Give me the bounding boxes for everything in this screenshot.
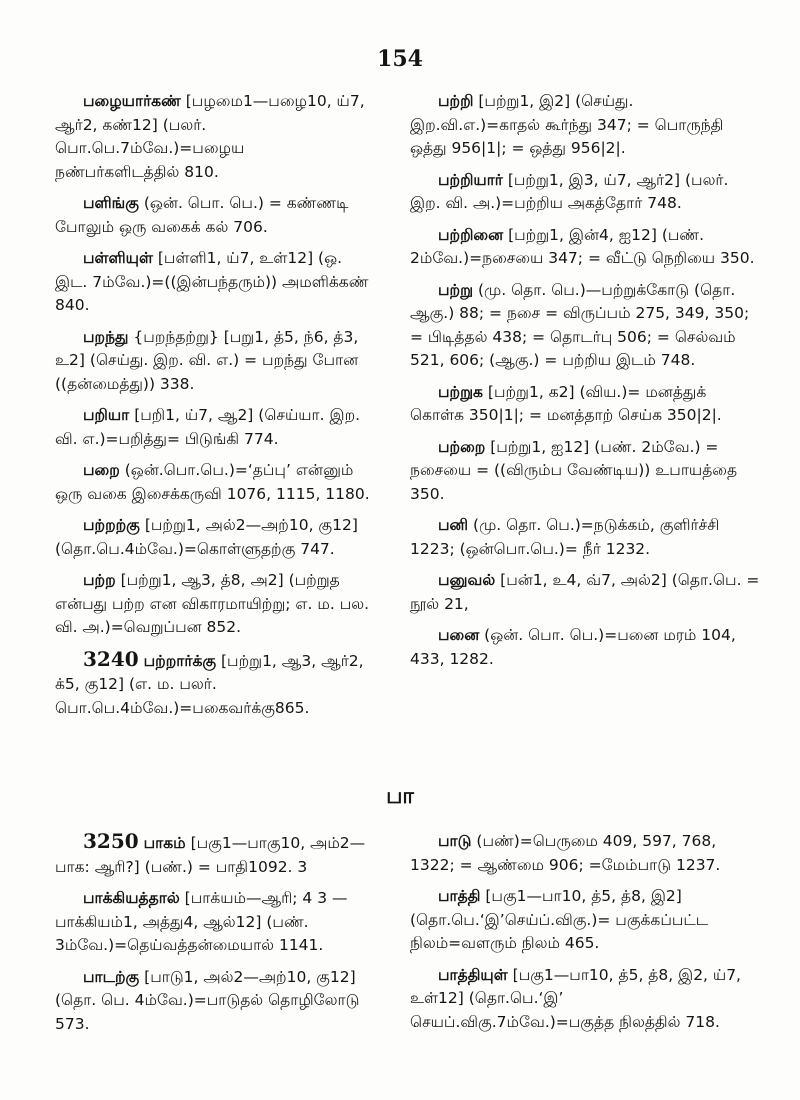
entry-headword: பற்றுக <box>438 382 483 401</box>
entry-definition: [பற்று1, இன்4, ஐ12] (பண். 2ம்வே.)=நசையை 347; = வீட்டு நெறியை 350. <box>410 225 755 267</box>
dictionary-entry <box>410 624 760 671</box>
verse-number: 3240 <box>83 646 139 671</box>
entry-headword: பனுவல் <box>438 571 496 589</box>
dictionary-entry <box>55 887 373 958</box>
right-column-bottom <box>410 830 760 1042</box>
dictionary-entry <box>55 830 373 879</box>
entry-headword: பாகம் <box>143 834 186 852</box>
entry-headword: பற்ற <box>83 571 116 589</box>
entry-definition: (ஒன். பொ. பெ.)=பனை மரம் 104, 433, 1282. <box>410 626 736 668</box>
entry-definition: [பன்1, உ4, வ்7, அல்2] (தொ.பெ. = நூல் 21, <box>410 571 760 613</box>
dictionary-entry <box>55 648 373 721</box>
dictionary-entry <box>55 569 373 640</box>
dictionary-entry <box>55 326 373 397</box>
entry-definition: (ஒன். பொ. பெ.) = கண்ணடி போலும் ஒரு வகைக் கல் 706. <box>55 194 349 236</box>
page-number: 154 <box>377 46 423 72</box>
entry-definition: [பற்று1, ஐ12] (பண். 2ம்வே.) = நசையை = ((விரும்ப வேண்டிய)) உபாயத்தை 350. <box>410 437 738 503</box>
entry-headword: பறந்து <box>83 327 129 346</box>
entry-definition: [பற்று1, இ2] (செய்து. இற.வி.எ.)=காதல் கூர்ந்து 347; = பொருந்தி ஒத்து 956|1|; = ஒத்து 956|2|. <box>410 92 724 157</box>
entry-definition: [பகு1—பாகு10, அம்2—பாக: ஆரி?] (பண்.) = பாதி1092. 3 <box>55 834 366 876</box>
verse-number: 3250 <box>83 829 139 853</box>
dictionary-entry <box>55 966 373 1037</box>
entry-headword: பாக்கியத்தால் <box>83 889 180 907</box>
dictionary-entry <box>55 459 373 506</box>
entry-definition: [பற்று1, ஆ3, த்8, அ2] (பற்றுத என்பது பற்ற என விகாரமாயிற்று; எ. ம. பல. வி. அ.)=வெறுப்பன 852. <box>55 571 370 636</box>
entry-definition: [பற்று1, அல்2—அற்10, கு12] (தொ.பெ.4ம்வே.)=கொள்ளுதற்கு 747. <box>55 516 358 558</box>
entry-headword: பற்றற்கு <box>83 516 140 534</box>
entry-definition: (மு. தொ. பெ.)—பற்றுக்கோடு (தொ. ஆகு.) 88; = நசை = விருப்பம் 275, 349, 350; = பிடித்தல் 438; = தொடர்பு 506; = செல்வம் 521, 606; (ஆகு.) = பற்றிய இடம் 748. <box>410 280 750 369</box>
entry-headword: பற்று <box>438 280 474 299</box>
dictionary-entry <box>55 404 373 451</box>
entry-headword: பழையார்கண் <box>83 92 181 110</box>
entry-headword: பாத்தியுள் <box>438 965 508 984</box>
entry-definition: (பண்)=பெருமை 409, 597, 768, 1322; = ஆண்மை 906; =மேம்பாடு 1237. <box>410 832 721 874</box>
entry-headword: பாத்தி <box>438 887 481 905</box>
entry-headword: பற்றினை <box>438 225 504 244</box>
entry-headword: பற்றார்க்கு <box>143 651 217 670</box>
dictionary-entry <box>410 830 760 877</box>
entry-definition: [பகு1—பா10, த்5, த்8, இ2, ய்7, உள்12] (தொ.பெ.‘இ’ செயப்.விகு.7ம்வே.)=பகுத்த நிலத்தில் 718. <box>410 965 741 1031</box>
entry-definition: (ஒன்.பொ.பெ.)=‘தப்பு’ என்னும் ஒரு வகை இசைக்கருவி 1076, 1115, 1180. <box>55 461 370 503</box>
entry-definition: [பாக்யம்—ஆரி; 4 3 —பாக்கியம்1, அத்து4, ஆல்12] (பண். 3ம்வே.)=தெய்வத்தன்மையால் 1141. <box>55 889 348 954</box>
entry-headword: பள்ளியுள் <box>83 249 153 267</box>
dictionary-entry <box>410 279 760 373</box>
entry-definition: [பாடு1, அல்2—அற்10, கு12] (தொ. பெ. 4ம்வே.)=பாடுதல் தொழிலோடு 573. <box>55 967 360 1033</box>
entry-headword: பற்றி <box>438 92 474 110</box>
entry-headword: பறியா <box>83 406 130 424</box>
entry-headword: பற்றை <box>438 437 486 456</box>
entry-headword: பாடற்கு <box>83 967 140 986</box>
entry-headword: பளிங்கு <box>83 194 139 212</box>
dictionary-entry <box>410 169 760 216</box>
entry-definition: [பள்ளி1, ய்7, உள்12] (ஒ. இட. 7ம்வே.)=((இன்பந்தரும்)) அமளிக்கண் 840. <box>55 249 369 314</box>
dictionary-entry <box>55 192 373 239</box>
left-column-top <box>55 90 373 728</box>
dictionary-entry <box>410 381 760 428</box>
dictionary-entry <box>410 885 760 956</box>
entry-headword: பறை <box>83 461 120 479</box>
dictionary-entry <box>410 569 760 616</box>
entry-definition: [பறி1, ய்7, ஆ2] (செய்யா. இற. வி. எ.)=பறித்து= பிடுங்கி 774. <box>55 406 361 448</box>
dictionary-entry <box>410 514 760 561</box>
entry-definition: {பறந்தற்று} [பறு1, த்5, ந்6, த்3, உ2] (செய்து. இற. வி. எ.) = பறந்து போன ((தன்மைத்து)) 338. <box>55 327 359 393</box>
entry-headword: பனி <box>438 516 469 534</box>
entry-definition: (மு. தொ. பெ.)=நடுக்கம், குளிர்ச்சி 1223; (ஒன்பொ.பெ.)= நீர் 1232. <box>410 516 720 558</box>
dictionary-entry <box>410 224 760 271</box>
dictionary-entry <box>55 514 373 561</box>
dictionary-entry <box>55 247 373 318</box>
entry-definition: [பழமை1—பழை10, ய்7, ஆர்2, கண்12] (பலர். பொ.பெ.7ம்வே.)=பழைய நண்பர்களிடத்தில் 810. <box>55 92 365 181</box>
section-heading: பா <box>386 784 414 809</box>
entry-definition: [பகு1—பா10, த்5, த்8, இ2] (தொ.பெ.‘இ’செய்ப்.விகு.)= பகுக்கப்பட்ட நிலம்=வளரும் நிலம் 465. <box>410 887 709 952</box>
dictionary-entry <box>410 436 760 507</box>
dictionary-entry <box>410 964 760 1035</box>
entry-headword: பனை <box>438 626 480 644</box>
entry-definition: [பற்று1, க2] (விய.)= மனத்துக் கொள்க 350|1|; = மனத்தாற் செய்க 350|2|. <box>410 382 722 424</box>
entry-headword: பாடு <box>438 832 472 850</box>
left-column-bottom <box>55 830 373 1044</box>
entry-definition: [பற்று1, இ3, ய்7, ஆர்2] (பலர். இற. வி. அ.)=பற்றிய அகத்தோர் 748. <box>410 170 729 212</box>
dictionary-entry <box>55 90 373 184</box>
right-column-top <box>410 90 760 679</box>
entry-definition: [பற்று1, ஆ3, ஆர்2, க்5, கு12] (எ. ம. பலர். பொ.பெ.4ம்வே.)=பகைவர்க்கு865. <box>55 651 364 717</box>
dictionary-entry <box>410 90 760 161</box>
entry-headword: பற்றியார் <box>438 170 503 189</box>
